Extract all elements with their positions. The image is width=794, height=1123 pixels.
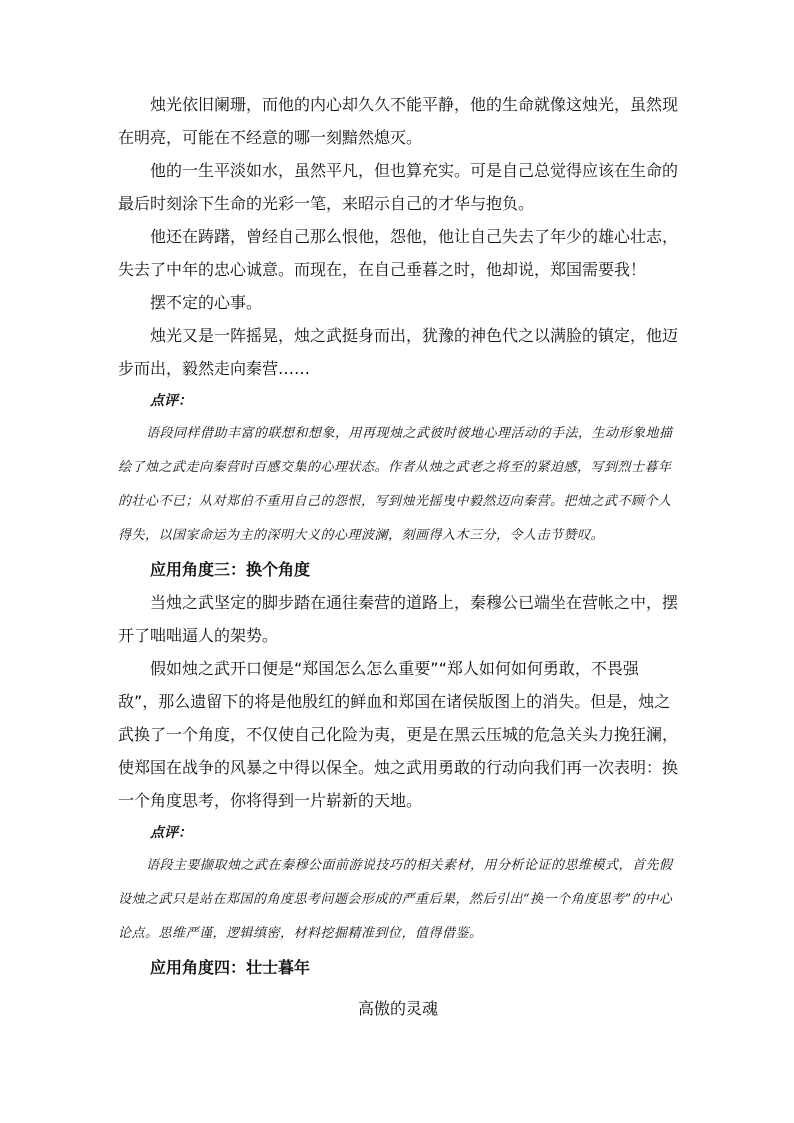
paragraph: 当烛之武坚定的脚步踏在通往秦营的道路上，秦穆公已端坐在营帐之中，摆开了咄咄逼人的架势。 (118, 593, 679, 645)
section-heading: 应用角度三：换个角度 (150, 560, 311, 579)
review-text: 语段同样借助丰富的联想和想象，用再现烛之武彼时彼地心理活动的手法，生动形象地描绘了烛之武走向秦营时百感交集的心理状态。作者从烛之武老之将至的紧迫感，写到烈士暮年的壮心不已；从对郑伯不重用自己的怨恨，写到烛光摇曳中毅然迈向秦营。把烛之武不顾个人得失，以国家命运为主的深明大义的心理波澜，刻画得入木三分，令人击节赞叹。 (118, 426, 673, 543)
review-text: 语段主要撷取烛之武在秦穆公面前游说技巧的相关素材，用分析论证的思维模式，首先假设烛之武只是站在郑国的角度思考问题会形成的严重后果，然后引出“换一个角度思考”的中心论点。思维严谨，逻辑缜密，材料挖掘精准到位，值得借鉴。 (118, 858, 673, 941)
paragraph: 烛光依旧阑珊，而他的内心却久久不能平静，他的生命就像这烛光，虽然现在明亮，可能在不经意的哪一刻黯然熄灭。 (118, 95, 679, 147)
review-label: 点评： (150, 825, 192, 841)
essay-title: 高傲的灵魂 (357, 999, 438, 1018)
paragraph: 摆不定的心事。 (150, 293, 263, 312)
paragraph: 他的一生平淡如水，虽然平凡，但也算充实。可是自己总觉得应该在生命的最后时刻涂下生命的光彩一笔，来昭示自己的才华与抱负。 (118, 161, 679, 213)
review-label: 点评： (150, 393, 192, 409)
paragraph: 他还在踌躇，曾经自己那么恨他，怨他，他让自己失去了年少的雄心壮志，失去了中年的忠心诚意。而现在，在自己垂暮之时，他却说，郑国需要我！ (118, 227, 679, 279)
paragraph: 烛光又是一阵摇晃，烛之武挺身而出，犹豫的神色代之以满脸的镇定，他迈步而出，毅然走向秦营…… (118, 326, 679, 378)
document-body (118, 88, 678, 1025)
paragraph: 假如烛之武开口便是“郑国怎么怎么重要”“郑人如何如何勇敢，不畏强敌”，那么遗留下的将是他殷红的鲜血和郑国在诸侯版图上的消失。但是，烛之武换了一个角度，不仅使自己化险为夷，更是在黑云压城的危急关头力挽狂澜，使郑国在战争的风暴之中得以保全。烛之武用勇敢的行动向我们再一次表明：换一个角度思考，你将得到一片崭新的天地。 (118, 659, 679, 810)
section-heading: 应用角度四：壮士暮年 (150, 958, 311, 977)
